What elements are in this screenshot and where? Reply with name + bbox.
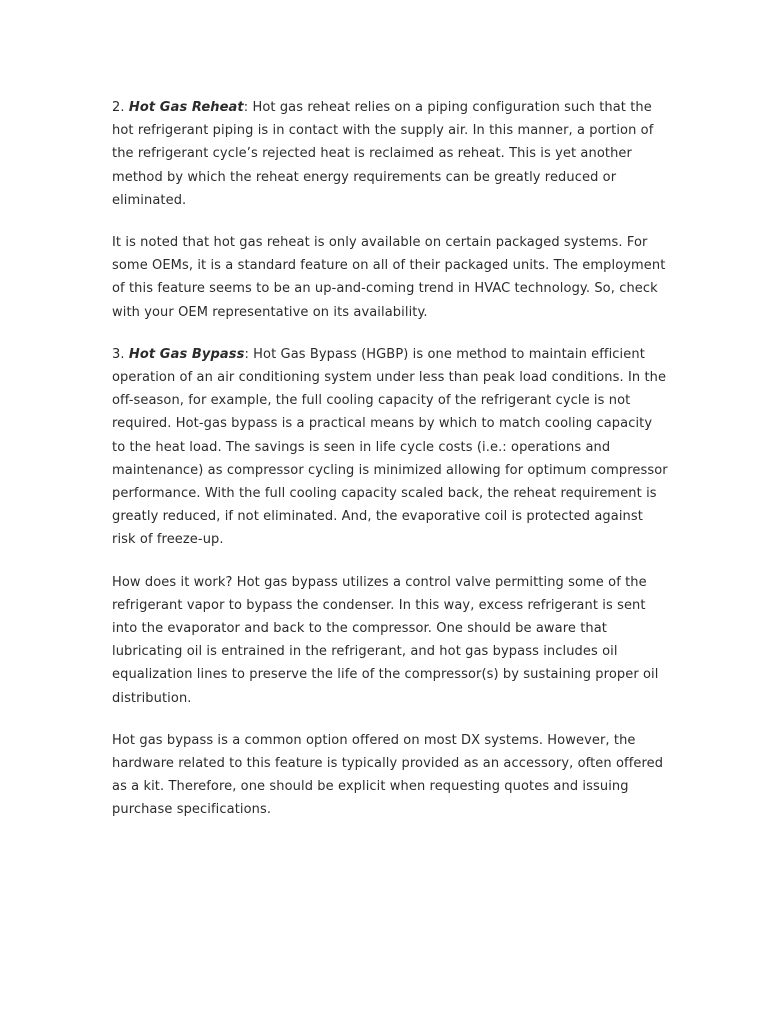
section-body: : Hot Gas Bypass (HGBP) is one method to maintain efficient operation of an air conditioning system under less than peak load conditions. In the off-season, for example, the full cooling capacity of the refrigerant cycle is not required. Hot-gas bypass is a practical means by which to match cooling capacity to the heat load. The savings is seen in life cycle costs (i.e.: operations and maintenance) as compressor cycling is minimized allowing for optimum compressor performance. With the full cooling capacity scaled back, the reheat requirement is greatly reduced, if not eliminated. And, the evaporative coil is protected against risk of freeze-up. (112, 346, 668, 548)
paragraph-availability: It is noted that hot gas reheat is only available on certain packaged systems. For some OEMs, it is a standard feature on all of their packaged units. The employment of this feature seems to be an up-and-coming trend in HVAC technology. So, check with your OEM representative on its availability. (112, 235, 666, 320)
paragraph-how-it-works: How does it work? Hot gas bypass utilizes a control valve permitting some of the refrigerant vapor to bypass the condenser. In this way, excess refrigerant is sent into the evaporator and back to the compressor. One should be aware that lubricating oil is entrained in the refrigerant, and hot gas bypass includes oil equalization lines to preserve the life of the compressor(s) by sustaining proper oil distribution. (112, 574, 659, 706)
section-hot-gas-bypass (112, 343, 668, 552)
section-number: 2. (112, 100, 129, 115)
paragraph-dx-systems: Hot gas bypass is a common option offered on most DX systems. However, the hardware related to this feature is typically provided as an accessory, often offered as a kit. Therefore, one should be explicit when requesting quotes and issuing purchase specifications. (112, 732, 664, 818)
section-number: 3. (112, 346, 129, 362)
section-heading: Hot Gas Bypass (128, 346, 245, 362)
section-hot-gas-reheat (112, 96, 668, 212)
document-page (112, 96, 668, 841)
section-heading: Hot Gas Reheat (128, 100, 244, 115)
section-body: : Hot gas reheat relies on a piping configuration such that the hot refrigerant piping is in contact with the supply air. In this manner, a portion of the refrigerant cycle’s rejected heat is reclaimed as reheat. This is yet another method by which the reheat energy requirements can be greatly reduced or eliminated. (112, 100, 654, 208)
